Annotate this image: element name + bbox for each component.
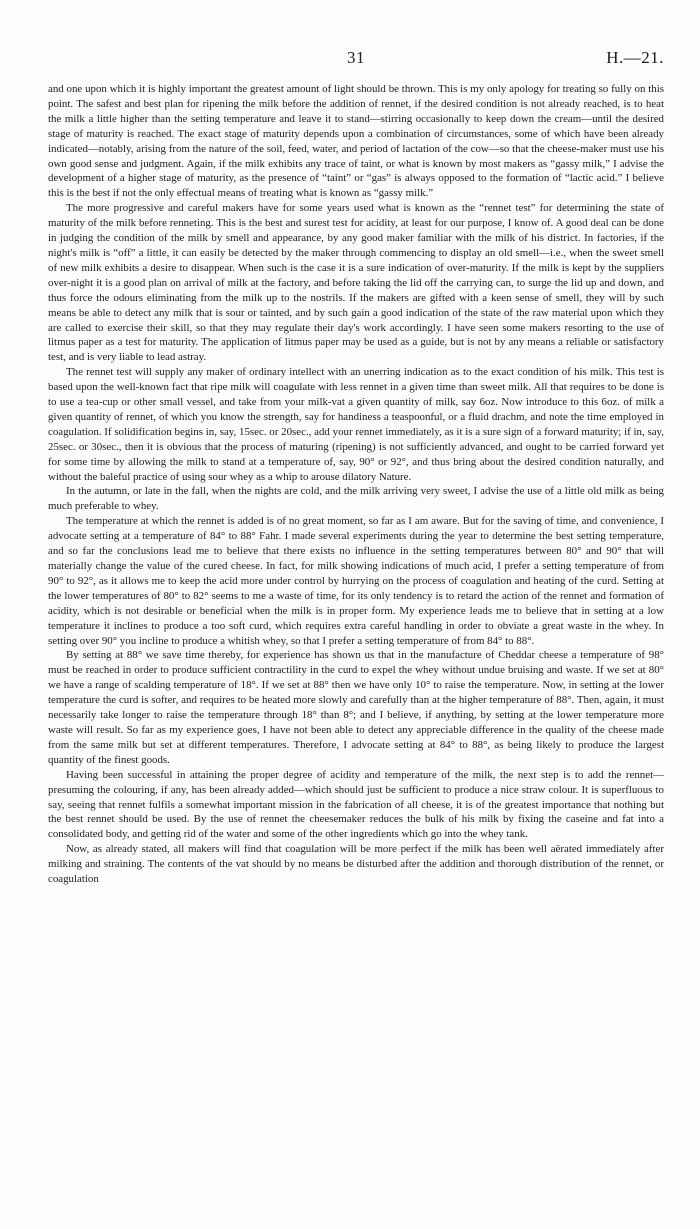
paragraph: Having been successful in attaining the proper degree of acidity and temperature of the milk, the next step is to add the rennet—presuming the colouring, if any, has been already added—which should just be sufficient to produce a nice straw colour. It is superfluous to say, seeing that rennet fulfils a somewhat important mission in the fabrication of all cheese, it is of the greatest importance that nothing but the best rennet should be used. By the use of rennet the cheesemaker reduces the bulk of his milk by fixing the caseine and fat into a consolidated body, and getting rid of the water and some of the other ingredients which go into the whey tank. — [48, 768, 664, 841]
page-header — [48, 48, 664, 70]
paragraph: By setting at 88° we save time thereby, for experience has shown us that in the manufacture of Cheddar cheese a temperature of 98° must be reached in order to produce sufficient contractility in the curd to expel the whey without undue bruising and waste. If we set at 80° we have a range of scalding temperature of 18°. If we set at 88° then we have only 10° to raise the temperature. Now, in setting at the lower temperature the curd is softer, and requires to be heated more slowly and carefully than at the higher temperature of 88°. Then, again, it must necessarily take longer to raise the temperature through 18° than 8°; and I believe, if anything, by setting at the lower temperature more waste will result. So far as my experience goes, I have not been able to detect any appreciable difference in the quality of the cheese made from the same milk but set at different temperatures. Therefore, I advocate setting at 84° to 88°, as being likely to produce the largest quantity of the finest goods. — [48, 649, 664, 766]
paragraph: In the autumn, or late in the fall, when the nights are cold, and the milk arriving very sweet, I advise the use of a little old milk as being much preferable to whey. — [48, 485, 664, 513]
paragraph: The temperature at which the rennet is added is of no great moment, so far as I am aware. But for the saving of time, and convenience, I advocate setting at a temperature of 84° to 88° Fahr. I made several experiments during the year to determine the best setting temperature, and so far the conclusions lead me to believe that there exists no influence in the setting temperatures between 80° and 90° that will materially change the value of the cured cheese. In fact, for milk showing indications of much acid, I prefer a setting temperature of from 90° to 92°, as it allows me to keep the acid more under control by hurrying on the process of coagulation and heating of the curd. Setting at the lower temperatures of 80° to 82° seems to me a waste of time, for its only tendency is to retard the action of the rennet and formation of acidity, which is not desirable or beneficial when the milk is in proper form. My experience leads me to believe that in setting at a low temperature it inclines to produce a too soft curd, which requires extra careful handling in order to obviate a great waste in the whey. In setting over 90° you incline to produce a whitish whey, so that I prefer a setting temperature of from 84° to 88°. — [48, 515, 664, 647]
paragraph: Now, as already stated, all makers will find that coagulation will be more perfect if the milk has been well aërated immediately after milking and straining. The contents of the vat should by no means be disturbed after the addition and thorough distribution of the rennet, or coagulation — [48, 843, 664, 886]
document-reference: H.—21. — [606, 48, 664, 67]
body-text — [48, 82, 664, 887]
paragraph: The more progressive and careful makers have for some years used what is known as the “rennet test” for determining the state of maturity of the milk before renneting. This is the best and surest test for acidity, at least for our purpose, I know of. A good deal can be done in judging the condition of the milk by smell and appearance, by any good maker familiar with the milk of his district. In factories, if the night's milk is “off” a little, it can easily be detected by the maker through commencing to display an old smell—i.e., when the sweet smell of new milk exhibits a desire to disappear. When such is the case it is a sure indication of over-maturity. If the milk is kept by the suppliers over-night it is a good plan on arrival of milk at the factory, and before taking the lid off the carrying can, to surge the lid up and down, and thus force the odours eliminating from the milk up to the nostrils. If the makers are gifted with a keen sense of smell, they will by such means be able to detect any milk that is sour or tainted, and by such gain a good indication of the state of the raw material upon which they are called to exercise their skill, so that they may regulate their day's work accordingly. I have seen some makers resorting to the use of litmus paper as a test for maturity. The application of litmus paper may be used as a guide, but is not by any means a reliable or satisfactory test, and is very liable to lead astray. — [48, 202, 664, 364]
page-number: 31 — [347, 48, 365, 67]
paragraph: and one upon which it is highly important the greatest amount of light should be thrown. This is my only apology for treating so fully on this point. The safest and best plan for ripening the milk before the addition of rennet, if the desired condition is not already reached, is to heat the milk a little higher than the setting temperature and leave it to stand—stirring occasionally to keep down the cream—until the desired stage of maturity is reached. The exact stage of maturity depends upon a combination of circumstances, some of which have been already indicated—notably, arising from the nature of the soil, feed, water, and period of lactation of the cow—so that the cheese-maker must use his own good sense and judgment. Again, if the milk exhibits any trace of taint, or what is known by most makers as “gassy milk,” I advise the development of a higher stage of maturity, as the presence of “taint” or “gas” is always opposed to the formation of “lactic acid.” I believe this is the best if not the only effectual means of treating what is known as “gassy milk.” — [48, 83, 664, 200]
paragraph: The rennet test will supply any maker of ordinary intellect with an unerring indication as to the exact condition of his milk. This test is based upon the well-known fact that ripe milk will coagulate with less rennet in a given time than sweet milk. All that requires to be done is to use a tea-cup or other small vessel, and take from your milk-vat a given quantity of milk, say 6oz. Now introduce to this 6oz. of milk a given quantity of rennet, of which you know the strength, say for handiness a teaspoonful, or a fluid drachm, and note the time employed in coagulation. If solidification begins in, say, 15sec. or 20sec., add your rennet immediately, as it is a sure sign of a forward maturity; if in, say, 25sec. or 30sec., then it is obvious that the process of maturing (ripening) is not sufficiently advanced, and ought to be carried forward yet for some time by allowing the milk to stand at a temperature of, say, 90° or 92°, and thus bring about the desired condition naturally, and without the baleful practice of using sour whey as a whip to arouse dilatory Nature. — [48, 366, 664, 483]
